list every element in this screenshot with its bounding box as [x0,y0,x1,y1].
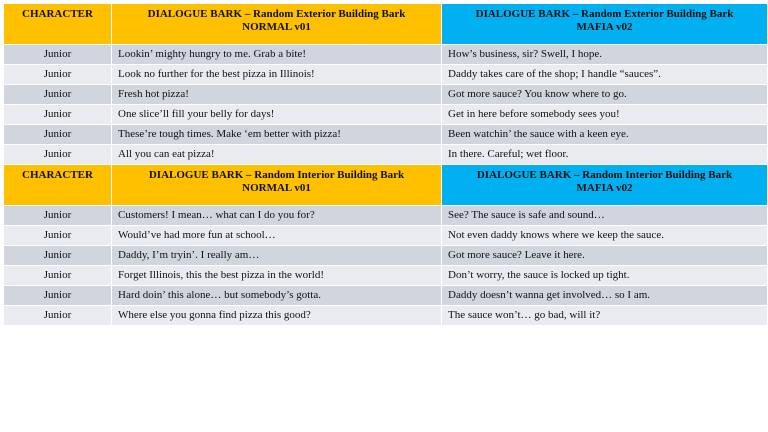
normal-line-cell: All you can eat pizza! [112,145,442,165]
mafia-column-header-title: DIALOGUE BARK – Random Interior Building Bark [476,169,733,181]
mafia-line-cell: Daddy doesn’t wanna get involved… so I am. [442,286,768,306]
character-cell: Junior [4,206,112,226]
normal-column-header [112,165,442,206]
table-row [4,266,768,286]
section-header-row [4,4,768,45]
character-cell: Junior [4,286,112,306]
normal-line-cell: Hard doin’ this alone… but somebody’s gotta. [112,286,442,306]
mafia-column-header [442,4,768,45]
table-row [4,105,768,125]
normal-column-header-title: DIALOGUE BARK – Random Exterior Building Bark [147,8,406,20]
table-row [4,206,768,226]
mafia-column-header [442,165,768,206]
character-column-header: CHARACTER [4,165,112,206]
table-row [4,246,768,266]
mafia-line-cell: In there. Careful; wet floor. [442,145,768,165]
normal-line-cell: These’re tough times. Make ‘em better with pizza! [112,125,442,145]
normal-line-cell: Forget Illinois, this the best pizza in the world! [112,266,442,286]
table-row [4,45,768,65]
character-cell: Junior [4,306,112,326]
mafia-line-cell: Daddy takes care of the shop; I handle “sauces”. [442,65,768,85]
mafia-line-cell: See? The sauce is safe and sound… [442,206,768,226]
normal-line-cell: Daddy, I’m tryin’. I really am… [112,246,442,266]
character-cell: Junior [4,125,112,145]
character-cell: Junior [4,145,112,165]
mafia-line-cell: The sauce won’t… go bad, will it? [442,306,768,326]
character-cell: Junior [4,85,112,105]
table-row [4,306,768,326]
table-row [4,226,768,246]
mafia-line-cell: Been watchin’ the sauce with a keen eye. [442,125,768,145]
mafia-line-cell: Got more sauce? You know where to go. [442,85,768,105]
normal-line-cell: Customers! I mean… what can I do you for? [112,206,442,226]
dialogue-bark-table [3,3,768,326]
character-cell: Junior [4,105,112,125]
normal-column-header [112,4,442,45]
normal-column-header-title: DIALOGUE BARK – Random Interior Building Bark [148,169,405,181]
table-row [4,286,768,306]
character-cell: Junior [4,45,112,65]
normal-line-cell: Where else you gonna find pizza this good? [112,306,442,326]
table-row [4,125,768,145]
normal-line-cell: Lookin’ mighty hungry to me. Grab a bite! [112,45,442,65]
mafia-line-cell: Get in here before somebody sees you! [442,105,768,125]
character-column-header: CHARACTER [4,4,112,45]
normal-line-cell: One slice’ll fill your belly for days! [112,105,442,125]
mafia-column-header-version: MAFIA v02 [576,182,633,194]
normal-line-cell: Look no further for the best pizza in Illinois! [112,65,442,85]
table-row [4,85,768,105]
mafia-column-header-version: MAFIA v02 [576,21,633,33]
mafia-line-cell: How’s business, sir? Swell, I hope. [442,45,768,65]
section-header-row [4,165,768,206]
character-cell: Junior [4,65,112,85]
normal-column-header-version: NORMAL v01 [242,21,311,33]
normal-line-cell: Would’ve had more fun at school… [112,226,442,246]
mafia-line-cell: Not even daddy knows where we keep the sauce. [442,226,768,246]
normal-line-cell: Fresh hot pizza! [112,85,442,105]
table-row [4,145,768,165]
mafia-line-cell: Got more sauce? Leave it here. [442,246,768,266]
character-cell: Junior [4,246,112,266]
character-cell: Junior [4,266,112,286]
mafia-line-cell: Don’t worry, the sauce is locked up tight. [442,266,768,286]
table-row [4,65,768,85]
character-cell: Junior [4,226,112,246]
mafia-column-header-title: DIALOGUE BARK – Random Exterior Building Bark [475,8,734,20]
normal-column-header-version: NORMAL v01 [242,182,311,194]
dialogue-bark-body [4,4,768,326]
